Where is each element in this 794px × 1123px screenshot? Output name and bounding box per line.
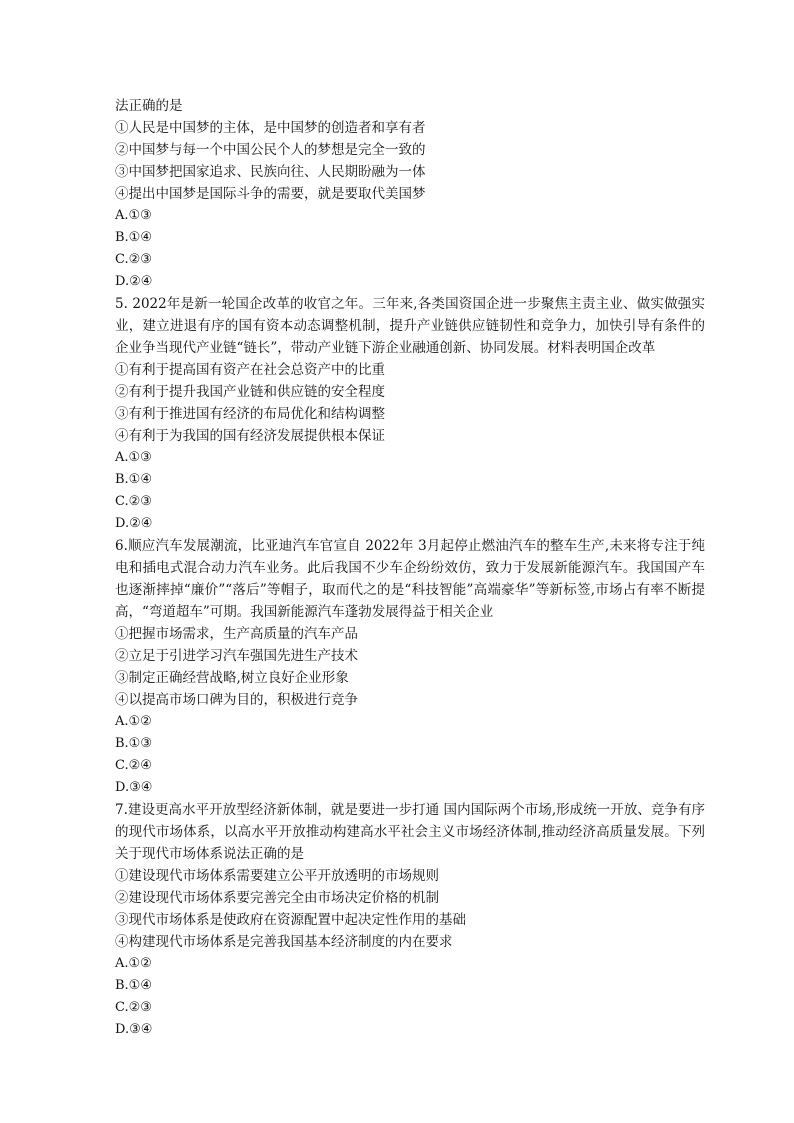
- question-7: [115, 799, 705, 1041]
- statement-3: ③有利于推进国有经济的布局优化和结构调整: [115, 406, 385, 422]
- option-c: C.②③: [115, 252, 152, 267]
- question-4: [115, 95, 705, 293]
- option-d: D.③④: [115, 1022, 153, 1037]
- question-stem: 7.建设更高水平开放型经济新体制，就是要进一步打通 国内国际两个市场,形成统一开放、竞争有序的现代市场体系，以高水平开放推动构建高水平社会主义市场经济体制,推动经济高质量发展。下列关于现代市场体系说法正确的是: [115, 802, 705, 862]
- option-a: A.①③: [115, 208, 152, 223]
- statement-1: ①建设现代市场体系需要建立公平开放透明的市场规则: [115, 868, 439, 884]
- option-c: C.②③: [115, 1000, 152, 1015]
- option-a: A.①②: [115, 714, 152, 729]
- option-d: D.②④: [115, 516, 153, 531]
- statement-1: ①有利于提高国有资产在社会总资产中的比重: [115, 362, 385, 378]
- statement-2: ②中国梦与每一个中国公民个人的梦想是完全一致的: [115, 142, 426, 158]
- statement-4: ④有利于为我国的国有经济发展提供根本保证: [115, 428, 385, 444]
- option-b: B.①③: [115, 736, 152, 751]
- question-6: [115, 535, 705, 799]
- statement-3: ③制定正确经营战略,树立良好企业形象: [115, 670, 349, 686]
- option-c: C.②④: [115, 758, 152, 773]
- option-d: D.②④: [115, 274, 153, 289]
- statement-3: ③中国梦把国家追求、民族向往、人民期盼融为一体: [115, 164, 426, 180]
- statement-1: ①把握市场需求，生产高质量的汽车产品: [115, 626, 358, 642]
- option-a: A.①③: [115, 450, 152, 465]
- option-b: B.①④: [115, 472, 152, 487]
- option-b: B.①④: [115, 978, 152, 993]
- statement-1: ①人民是中国梦的主体，是中国梦的创造者和享有者: [115, 120, 426, 136]
- question-stem: 6.顺应汽车发展潮流，比亚迪汽车官宣自 2022年 3月起停止燃油汽车的整车生产,未来将专注于纯电和插电式混合动力汽车业务。此后我国不少车企纷纷效仿，致力于发展新能源汽车。我国国产车也逐渐摔掉“廉价”“落后”等帽子，取而代之的是“科技智能”高端豪华”等新标签,市场占有率不断提高，“弯道超车”可期。我国新能源汽车蓬勃发展得益于相关企业: [115, 538, 705, 620]
- exam-page: [115, 95, 705, 1041]
- question-stem-tail: 法正确的是: [115, 98, 183, 114]
- option-a: A.①②: [115, 956, 152, 971]
- question-5: [115, 293, 705, 535]
- statement-2: ②建设现代市场体系要完善完全由市场决定价格的机制: [115, 890, 439, 906]
- option-c: C.②③: [115, 494, 152, 509]
- statement-4: ④提出中国梦是国际斗争的需要，就是要取代美国梦: [115, 186, 426, 202]
- statement-2: ②有利于提升我国产业链和供应链的安全程度: [115, 384, 385, 400]
- question-stem: 5. 2022年是新一轮国企改革的收官之年。三年来,各类国资国企进一步聚焦主责主业、做实做强实业，建立进退有序的国有资本动态调整机制，提升产业链供应链韧性和竞争力，加快引导有条件的企业争当现代产业链“链长”，带动产业链下游企业融通创新、协同发展。材料表明国企改革: [115, 296, 705, 356]
- statement-4: ④以提高市场口碑为目的，积极进行竞争: [115, 692, 358, 708]
- statement-2: ②立足于引进学习汽车强国先进生产技术: [115, 648, 358, 664]
- option-b: B.①④: [115, 230, 152, 245]
- option-d: D.③④: [115, 780, 153, 795]
- statement-4: ④构建现代市场体系是完善我国基本经济制度的内在要求: [115, 934, 453, 950]
- statement-3: ③现代市场体系是使政府在资源配置中起决定性作用的基础: [115, 912, 466, 928]
